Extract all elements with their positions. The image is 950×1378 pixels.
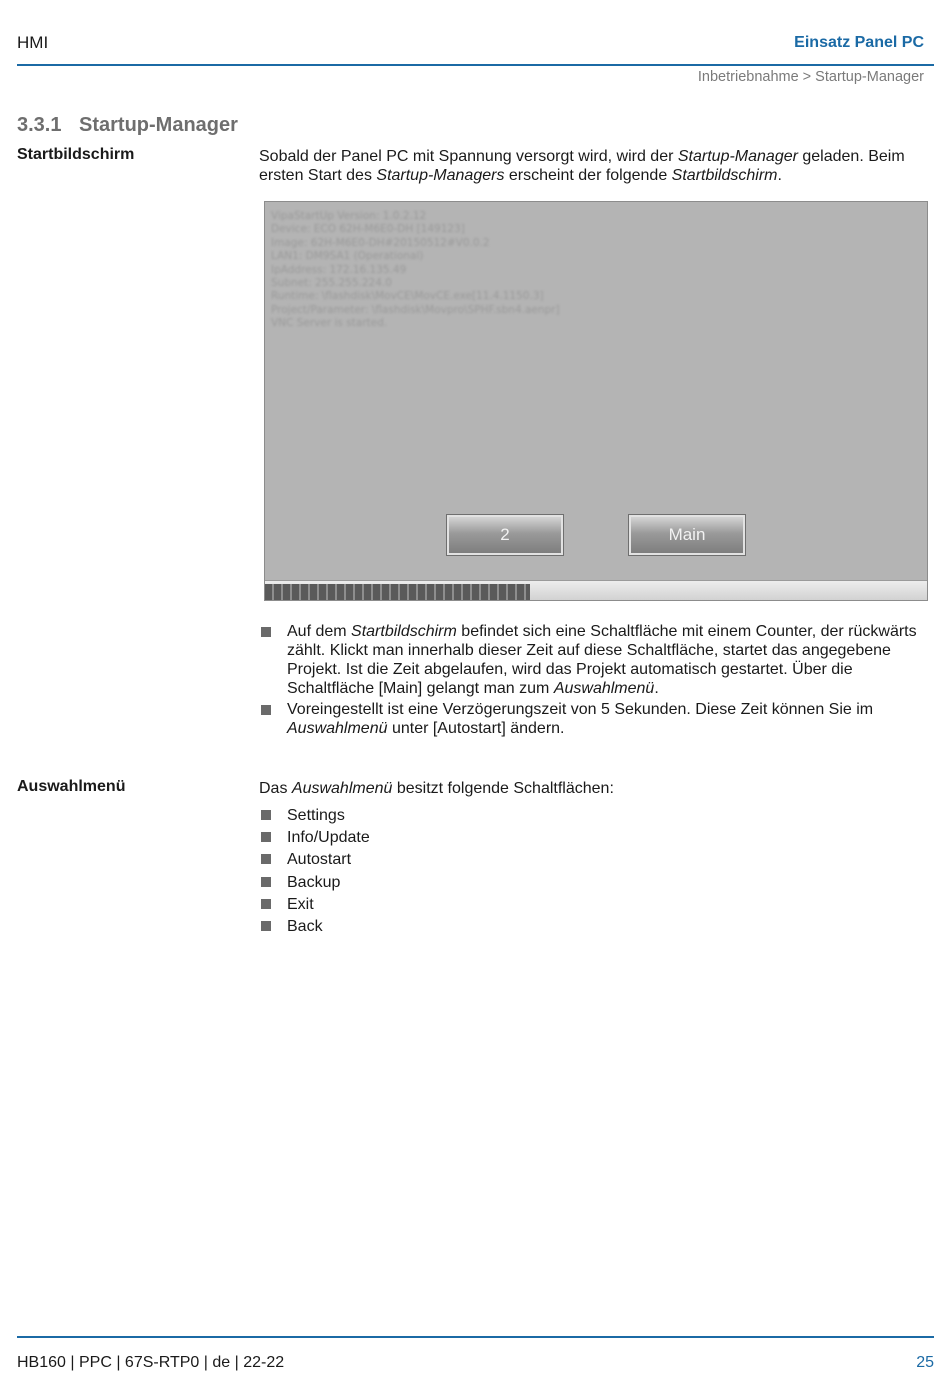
list-item bbox=[259, 849, 929, 871]
bullet-square-icon bbox=[261, 627, 271, 637]
list-item bbox=[259, 894, 929, 916]
bullet-square-icon bbox=[261, 877, 271, 887]
section-title: Startup-Manager bbox=[79, 114, 238, 136]
bullet-square-icon bbox=[261, 899, 271, 909]
list-item bbox=[259, 827, 929, 849]
list-item-text: Settings bbox=[287, 807, 345, 824]
startbildschirm-intro: Sobald der Panel PC mit Spannung versorgt wird, wird der Startup-Manager geladen. Beim ersten Start des Startup-Managers erscheint der folgende Startbildschirm. bbox=[259, 148, 905, 184]
startbildschirm-bullet-list bbox=[259, 622, 929, 740]
footer-doc-id: HB160 | PPC | 67S-RTP0 | de | 22-22 bbox=[17, 1354, 285, 1371]
bullet-square-icon bbox=[261, 810, 271, 820]
bullet-square-icon bbox=[261, 832, 271, 842]
side-label-auswahlmenue: Auswahlmenü bbox=[17, 778, 126, 795]
list-item bbox=[259, 916, 929, 938]
device-info-text: VipaStartUp Version: 1.0.2.12 Device: ECO 62H-M6E0-DH [149123] Image: 62H-M6E0-DH#20150512#V0.0.2 LAN1: DM9SA1 (Operational) IpAddress: 172.16.135.49 Subnet: 255.255.224.0 Runtime: \flashdisk\MovCE\MovCE.exe[11.4.1150.3] Project/Parameter: \flashdisk\Movpro\SPHF.sbn4.aenpr] VNC Server is started. bbox=[271, 210, 560, 330]
counter-button: 2 bbox=[447, 515, 563, 555]
auswahlmenue-intro: Das Auswahlmenü besitzt folgende Schaltflächen: bbox=[259, 780, 614, 797]
startup-progress-fill bbox=[265, 584, 530, 600]
list-item-text: Info/Update bbox=[287, 829, 370, 847]
auswahlmenue-button-list bbox=[259, 805, 929, 938]
list-item-text: Auf dem Startbildschirm befindet sich eine Schaltfläche mit einem Counter, der rückwärts zählt. Klickt man innerhalb dieser Zeit auf diese Schaltfläche, startet das angegebene Projekt. Ist die Zeit abgelaufen, wird das Projekt automatisch gestartet. Über die Schaltfläche [Main] gelangt man zum Auswahlmenü. bbox=[287, 623, 917, 697]
list-item bbox=[259, 872, 929, 894]
main-button: Main bbox=[629, 515, 745, 555]
list-item bbox=[259, 700, 929, 738]
list-item-text: Exit bbox=[287, 895, 314, 913]
section-number: 3.3.1 bbox=[17, 114, 62, 136]
bullet-square-icon bbox=[261, 705, 271, 715]
list-item-text: Back bbox=[287, 918, 323, 936]
header-divider bbox=[17, 64, 934, 66]
startup-screen-image bbox=[264, 201, 928, 601]
startup-progress-bar bbox=[265, 580, 927, 600]
list-item-text: Autostart bbox=[287, 851, 352, 869]
bullet-square-icon bbox=[261, 854, 271, 864]
list-item bbox=[259, 805, 929, 827]
list-item bbox=[259, 622, 929, 698]
footer-divider bbox=[17, 1336, 934, 1338]
page-number: 25 bbox=[916, 1354, 934, 1371]
list-item-text: Backup bbox=[287, 873, 341, 891]
list-item-text: Voreingestellt ist eine Verzögerungszeit von 5 Sekunden. Diese Zeit können Sie im Auswahlmenü unter [Autostart] ändern. bbox=[287, 701, 874, 737]
header-chapter: HMI bbox=[17, 33, 49, 52]
breadcrumb: Inbetriebnahme > Startup-Manager bbox=[697, 69, 924, 85]
bullet-square-icon bbox=[261, 921, 271, 931]
side-label-startbildschirm: Startbildschirm bbox=[17, 146, 135, 163]
section-heading bbox=[17, 114, 238, 137]
header-section-title: Einsatz Panel PC bbox=[794, 34, 924, 51]
